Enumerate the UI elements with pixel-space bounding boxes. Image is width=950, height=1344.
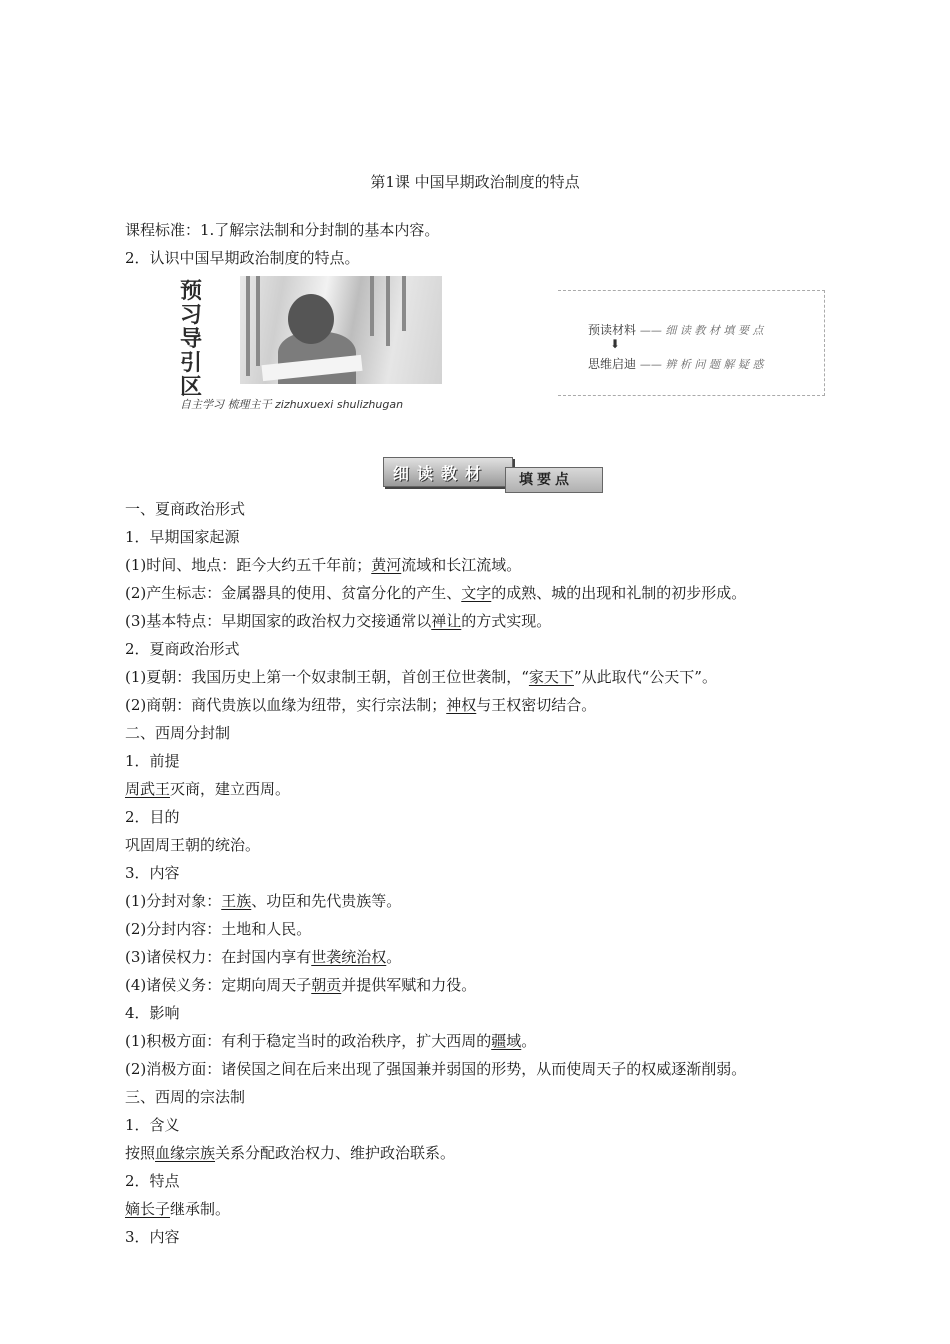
- answer-blank: 神权: [446, 696, 477, 714]
- section-header-main: 细读教材: [393, 464, 490, 483]
- paragraph: (1)分封对象：王族、功臣和先代贵族等。: [125, 892, 402, 910]
- banner-title: [180, 280, 206, 400]
- answer-blank: 黄河: [371, 556, 402, 574]
- answer-blank: 文字: [461, 584, 492, 602]
- subheading: 1．早期国家起源: [125, 528, 240, 546]
- paragraph: (2)商朝：商代贵族以血缘为纽带，实行宗法制；神权与王权密切结合。: [125, 696, 597, 714]
- paragraph: 周武王灭商，建立西周。: [125, 780, 291, 798]
- paragraph: (2)消极方面：诸侯国之间在后来出现了强国兼并弱国的形势，从而使周天子的权威逐渐削弱。: [125, 1060, 747, 1078]
- paragraph: (3)诸侯权力：在封国内享有世袭统治权。: [125, 948, 402, 966]
- subheading: 2．特点: [125, 1172, 180, 1190]
- paragraph: (3)基本特点：早期国家的政治权力交接通常以禅让的方式实现。: [125, 612, 552, 630]
- paragraph: 嫡长子继承制。: [125, 1200, 231, 1218]
- step-thinking-desc: —— 辨 析 问 题 解 疑 惑: [639, 358, 764, 371]
- paragraph: (2)分封内容：土地和人民。: [125, 920, 312, 938]
- subheading: 3．内容: [125, 864, 180, 882]
- heading-2: 二、西周分封制: [125, 724, 231, 742]
- down-arrow-icon: ⬇: [610, 337, 621, 351]
- lesson-title: 第1课 中国早期政治制度的特点: [370, 173, 580, 191]
- banner-title-char: 引: [180, 351, 203, 376]
- banner-title-char: 导: [180, 327, 203, 352]
- course-standard-1: 课程标准：1.了解宗法制和分封制的基本内容。: [125, 221, 440, 239]
- answer-blank: 世袭统治权: [311, 948, 387, 966]
- heading-3: 三、西周的宗法制: [125, 1088, 246, 1106]
- answer-blank: 血缘宗族: [155, 1144, 216, 1162]
- subheading: 2．夏商政治形式: [125, 640, 240, 658]
- step-preview-material: 预读材料: [588, 323, 637, 337]
- paragraph: (1)时间、地点：距今大约五千年前；黄河流域和长江流域。: [125, 556, 522, 574]
- section-header-sub: 填要点: [519, 472, 573, 488]
- subheading: 1．前提: [125, 752, 180, 770]
- answer-blank: 疆域: [491, 1032, 522, 1050]
- subheading: 1．含义: [125, 1116, 180, 1134]
- answer-blank: 周武王: [125, 780, 171, 798]
- course-standard-2: 2．认识中国早期政治制度的特点。: [125, 249, 360, 267]
- banner-steps-box: [558, 290, 825, 396]
- step-preview-desc: —— 细 读 教 材 填 要 点: [639, 324, 764, 337]
- banner-subtitle: 自主学习 梳理主干 zizhuxuexi shulizhugan: [180, 398, 404, 411]
- answer-blank: 朝贡: [311, 976, 342, 994]
- preview-guide-banner: [178, 276, 826, 410]
- paragraph: (1)积极方面：有利于稳定当时的政治秩序，扩大西周的疆域。: [125, 1032, 537, 1050]
- answer-blank: 嫡长子: [125, 1200, 171, 1218]
- paragraph: (4)诸侯义务：定期向周天子朝贡并提供军赋和力役。: [125, 976, 477, 994]
- paragraph: 按照血缘宗族关系分配政治权力、维护政治联系。: [125, 1144, 456, 1162]
- step-thinking: 思维启迪: [588, 357, 637, 371]
- answer-blank: 王族: [221, 892, 252, 910]
- answer-blank: 家天下: [528, 668, 574, 686]
- banner-title-char: 区: [180, 375, 203, 400]
- subheading: 3．内容: [125, 1228, 180, 1246]
- paragraph: 巩固周王朝的统治。: [125, 836, 261, 854]
- subheading: 4．影响: [125, 1004, 180, 1022]
- paragraph: (2)产生标志：金属器具的使用、贫富分化的产生、文字的成熟、城的出现和礼制的初步形成。: [125, 584, 747, 602]
- banner-title-char: 习: [180, 303, 203, 328]
- subheading: 2．目的: [125, 808, 180, 826]
- paragraph: (1)夏朝：我国历史上第一个奴隶制王朝，首创王位世袭制，“家天下”从此取代“公天下”。: [125, 668, 717, 686]
- section-header: [383, 457, 603, 493]
- banner-title-char: 预: [180, 279, 203, 304]
- answer-blank: 禅让: [431, 612, 462, 630]
- student-reading-photo: [240, 276, 442, 384]
- heading-1: 一、夏商政治形式: [125, 500, 246, 518]
